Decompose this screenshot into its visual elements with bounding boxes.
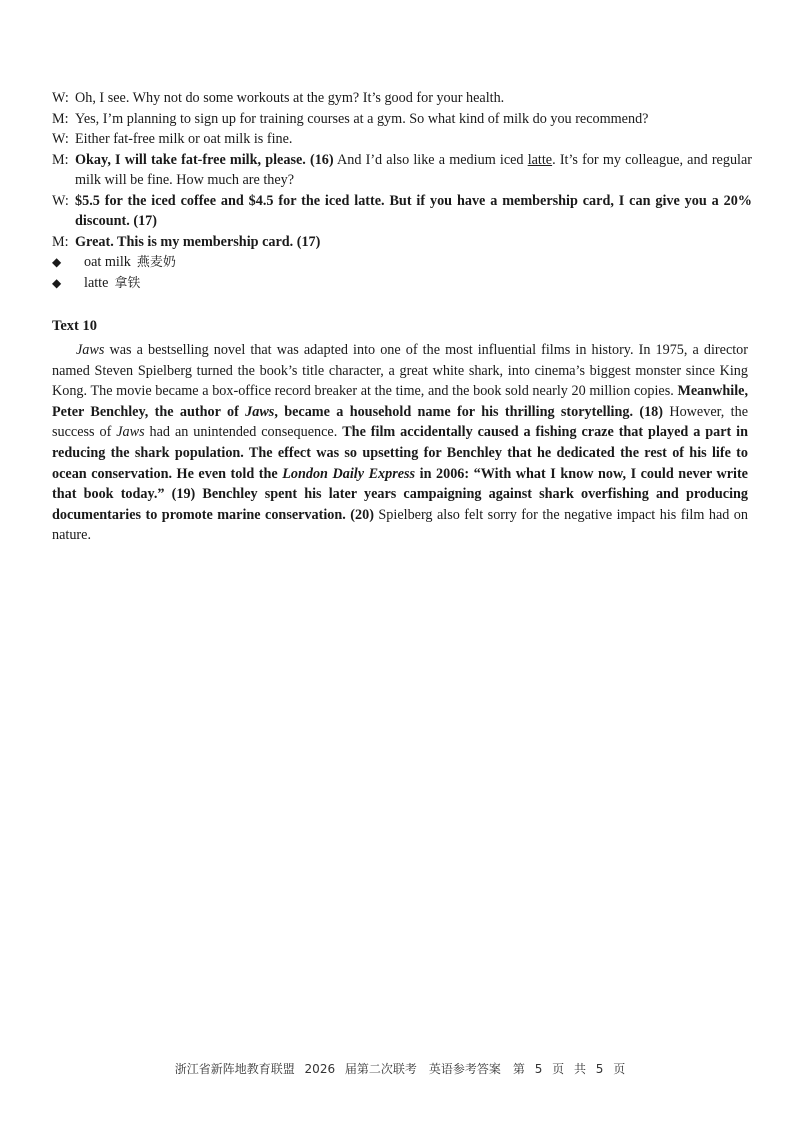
book-title: Jaws: [76, 342, 105, 358]
speaker-label: M:: [52, 151, 69, 168]
answer-evidence: Great. This is my membership card. (17): [75, 233, 321, 250]
glossary-term: latte: [84, 275, 109, 291]
answer-evidence: in 2006: “With what I know now, I could never write that book today.” (19) Benchley spent his later years campaigning against shark overfishing and producing documentaries to promote marine conservation. (20): [52, 465, 748, 523]
paragraph-text: had an unintended consequence.: [144, 424, 343, 441]
answer-evidence: , became a household name for his thrilling storytelling. (18): [274, 403, 663, 420]
speaker-label: W:: [52, 131, 69, 147]
dialogue-text: Yes, I’m planning to sign up for training courses at a gym. So what kind of milk do you recommend?: [75, 110, 649, 127]
diamond-bullet-icon: ◆: [52, 276, 62, 290]
speaker-label: W:: [52, 192, 69, 209]
dialogue-line: [52, 109, 752, 130]
paragraph-text: However, the success of: [52, 403, 748, 441]
dialogue-transcript: [52, 88, 752, 294]
underlined-word: latte: [527, 151, 553, 168]
dialogue-line: [52, 150, 752, 191]
text10-paragraph: [52, 340, 748, 546]
dialogue-line: [52, 191, 752, 232]
answer-evidence: $5.5 for the iced coffee and $4.5 for the iced latte. But if you have a membership card, I can give you a 20% discount. (17): [75, 192, 752, 229]
speaker-label: M:: [52, 233, 69, 250]
newspaper-title: London Daily Express: [282, 465, 416, 482]
speaker-label: W:: [52, 90, 69, 106]
book-title: Jaws: [245, 403, 275, 420]
book-title: Jaws: [116, 424, 145, 441]
answer-evidence: The film accidentally caused a fishing craze that played a part in reducing the shark population. The effect was so upsetting for Benchley that he dedicated the rest of his life to ocean conservation. He even told the: [52, 424, 748, 482]
answer-evidence: Okay, I will take fat-free milk, please. (16): [75, 151, 334, 168]
paragraph-text: Spielberg also felt sorry for the negative impact his film had on nature.: [52, 506, 748, 544]
glossary-term: oat milk: [84, 254, 131, 270]
diamond-bullet-icon: ◆: [52, 255, 62, 269]
section-title: Text 10: [52, 318, 97, 334]
dialogue-text: . It’s for my colleague, and regular milk will be fine. How much are they?: [75, 151, 753, 188]
answer-evidence: Meanwhile, Peter Benchley, the author of: [52, 383, 748, 420]
dialogue-line: [52, 129, 752, 150]
speaker-label: M:: [52, 110, 69, 127]
dialogue-line: [52, 232, 752, 253]
dialogue-text: Oh, I see. Why not do some workouts at the gym? It’s good for your health.: [75, 90, 505, 106]
glossary-translation: 拿铁: [114, 276, 141, 291]
page-footer: 浙江省新阵地教育联盟 2026 届第二次联考 英语参考答案 第 5 页 共 5 页: [174, 1062, 626, 1076]
glossary-item: [52, 273, 752, 294]
glossary-translation: 燕麦奶: [136, 255, 176, 270]
dialogue-line: [52, 88, 752, 109]
dialogue-text: And I’d also like a medium iced: [333, 151, 528, 168]
glossary-item: [52, 252, 752, 273]
paragraph-text: was a bestselling novel that was adapted into one of the most influential films in history. In 1975, a director named Steven Spielberg turned the book’s title character, a great white shark, into cinema’s biggest monster since King Kong. The movie became a box-office record breaker at the time, and the book sold nearly 20 million copies.: [52, 342, 748, 400]
dialogue-text: Either fat-free milk or oat milk is fine.: [75, 131, 293, 147]
